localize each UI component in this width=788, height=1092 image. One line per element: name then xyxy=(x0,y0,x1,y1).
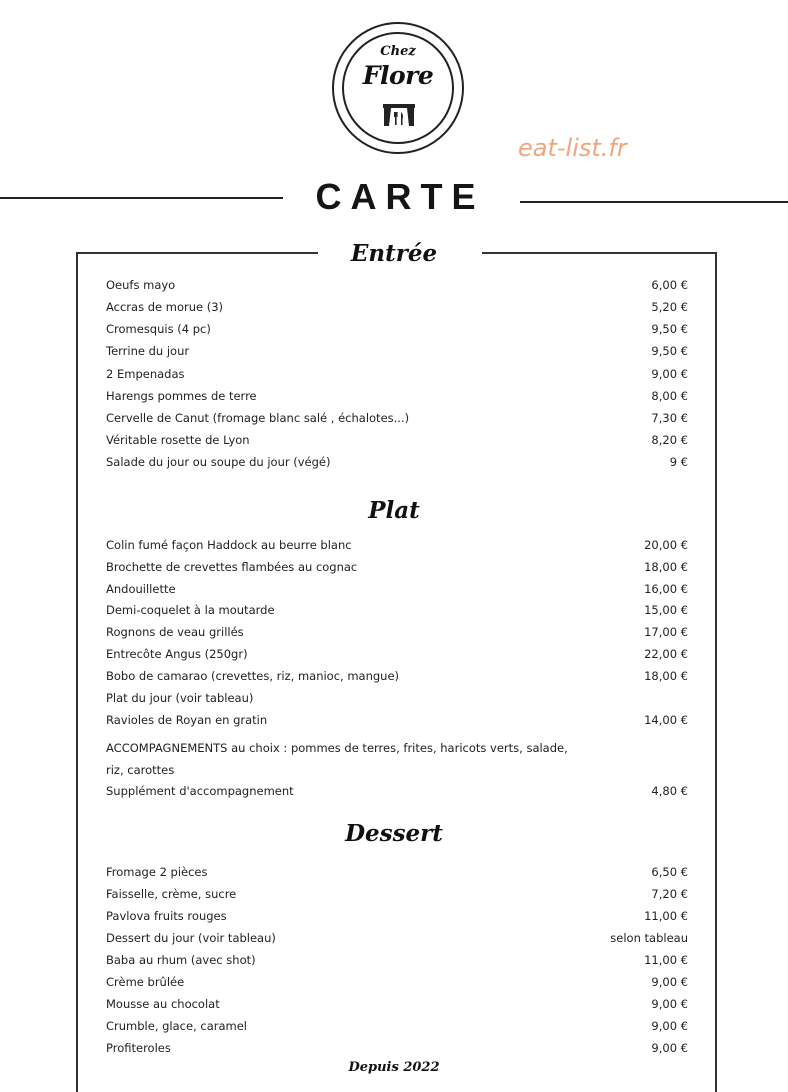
item-name: Profiteroles xyxy=(106,1041,171,1055)
menu-item xyxy=(106,278,688,298)
menu-item xyxy=(106,997,688,1017)
item-name: Mousse au chocolat xyxy=(106,997,220,1011)
menu-item xyxy=(106,582,688,602)
item-price: 5,20 € xyxy=(651,300,688,314)
item-name: Crème brûlée xyxy=(106,975,185,989)
item-name: Demi-coquelet à la moutarde xyxy=(106,603,275,617)
menu-item xyxy=(106,1019,688,1039)
item-name: Salade du jour ou soupe du jour (végé) xyxy=(106,455,331,469)
item-name: Plat du jour (voir tableau) xyxy=(106,691,254,705)
watermark-text: eat-list.fr xyxy=(518,134,627,162)
item-name: Harengs pommes de terre xyxy=(106,389,257,403)
item-price: 18,00 € xyxy=(644,669,688,683)
heading-rule-left xyxy=(0,197,283,199)
item-price: 20,00 € xyxy=(644,538,688,552)
item-name: Terrine du jour xyxy=(106,344,190,358)
section-title-plat: Plat xyxy=(368,497,420,524)
menu-item xyxy=(106,455,688,475)
footer-since: Depuis 2022 xyxy=(348,1060,440,1075)
item-name: Véritable rosette de Lyon xyxy=(106,433,250,447)
item-name: Bobo de camarao (crevettes, riz, manioc, mangue) xyxy=(106,669,400,683)
item-price: 6,00 € xyxy=(651,278,688,292)
item-price: 9,50 € xyxy=(651,322,688,336)
menu-item xyxy=(106,909,688,929)
item-price: 4,80 € xyxy=(651,784,688,798)
menu-item xyxy=(106,647,688,667)
item-price: 8,00 € xyxy=(651,389,688,403)
section-title-dessert: Dessert xyxy=(345,820,443,847)
menu-item xyxy=(106,931,688,951)
item-price: 6,50 € xyxy=(651,865,688,879)
item-name: Entrecôte Angus (250gr) xyxy=(106,647,248,661)
item-price: 9,00 € xyxy=(651,1041,688,1055)
item-name: 2 Empenadas xyxy=(106,367,185,381)
curtain-cutlery-icon xyxy=(383,104,415,128)
item-name: Brochette de crevettes flambées au cognac xyxy=(106,560,358,574)
menu-item xyxy=(106,691,688,711)
section-title-entree: Entrée xyxy=(350,240,438,267)
logo-text-flore: Flore xyxy=(362,61,434,90)
menu-item xyxy=(106,975,688,995)
item-price: 9,00 € xyxy=(651,1019,688,1033)
item-price: 9,00 € xyxy=(651,975,688,989)
item-price: 18,00 € xyxy=(644,560,688,574)
item-name: Fromage 2 pièces xyxy=(106,865,208,879)
menu-item xyxy=(106,865,688,885)
item-name: Oeufs mayo xyxy=(106,278,176,292)
item-price: 16,00 € xyxy=(644,582,688,596)
item-price: 11,00 € xyxy=(644,953,688,967)
item-price: 11,00 € xyxy=(644,909,688,923)
item-price: 22,00 € xyxy=(644,647,688,661)
item-name: Faisselle, crème, sucre xyxy=(106,887,237,901)
item-price: 7,30 € xyxy=(651,411,688,425)
menu-item xyxy=(106,560,688,580)
item-name: Colin fumé façon Haddock au beurre blanc xyxy=(106,538,352,552)
item-name: Supplément d'accompagnement xyxy=(106,784,294,798)
item-price: 7,20 € xyxy=(651,887,688,901)
menu-item xyxy=(106,389,688,409)
heading-rule-right xyxy=(520,201,788,203)
menu-item xyxy=(106,953,688,973)
menu-item xyxy=(106,367,688,387)
menu-item xyxy=(106,603,688,623)
item-price: 9,00 € xyxy=(651,367,688,381)
item-price: 8,20 € xyxy=(651,433,688,447)
item-price: 17,00 € xyxy=(644,625,688,639)
item-name: Ravioles de Royan en gratin xyxy=(106,713,268,727)
menu-item xyxy=(106,713,688,733)
item-price: 9,50 € xyxy=(651,344,688,358)
menu-heading: CARTE xyxy=(315,176,485,217)
item-name: Baba au rhum (avec shot) xyxy=(106,953,256,967)
item-name: Pavlova fruits rouges xyxy=(106,909,227,923)
accompagnements-note xyxy=(106,737,568,781)
item-price: selon tableau xyxy=(610,931,688,945)
menu-item xyxy=(106,669,688,689)
item-name: Dessert du jour (voir tableau) xyxy=(106,931,276,945)
item-name: Cromesquis (4 pc) xyxy=(106,322,211,336)
menu-item xyxy=(106,887,688,907)
menu-item xyxy=(106,433,688,453)
menu-item xyxy=(106,300,688,320)
menu-item-supplement xyxy=(106,784,688,804)
item-price: 14,00 € xyxy=(644,713,688,727)
logo-text-chez: Chez xyxy=(380,44,416,59)
item-price: 9,00 € xyxy=(651,997,688,1011)
menu-item xyxy=(106,625,688,645)
menu-item xyxy=(106,322,688,342)
item-name: Accras de morue (3) xyxy=(106,300,224,314)
menu-item xyxy=(106,344,688,364)
restaurant-logo xyxy=(332,22,464,154)
item-price: 15,00 € xyxy=(644,603,688,617)
menu-item xyxy=(106,411,688,431)
item-name: Rognons de veau grillés xyxy=(106,625,244,639)
item-name: Crumble, glace, caramel xyxy=(106,1019,247,1033)
menu-item xyxy=(106,1041,688,1061)
item-name: Andouillette xyxy=(106,582,176,596)
item-price: 9 € xyxy=(669,455,688,469)
accompagnements-line-1: ACCOMPAGNEMENTS au choix : pommes de terres, frites, haricots verts, salade, xyxy=(106,741,568,755)
accompagnements-line-2: riz, carottes xyxy=(106,763,175,777)
menu-item xyxy=(106,538,688,558)
item-name: Cervelle de Canut (fromage blanc salé , échalotes...) xyxy=(106,411,410,425)
